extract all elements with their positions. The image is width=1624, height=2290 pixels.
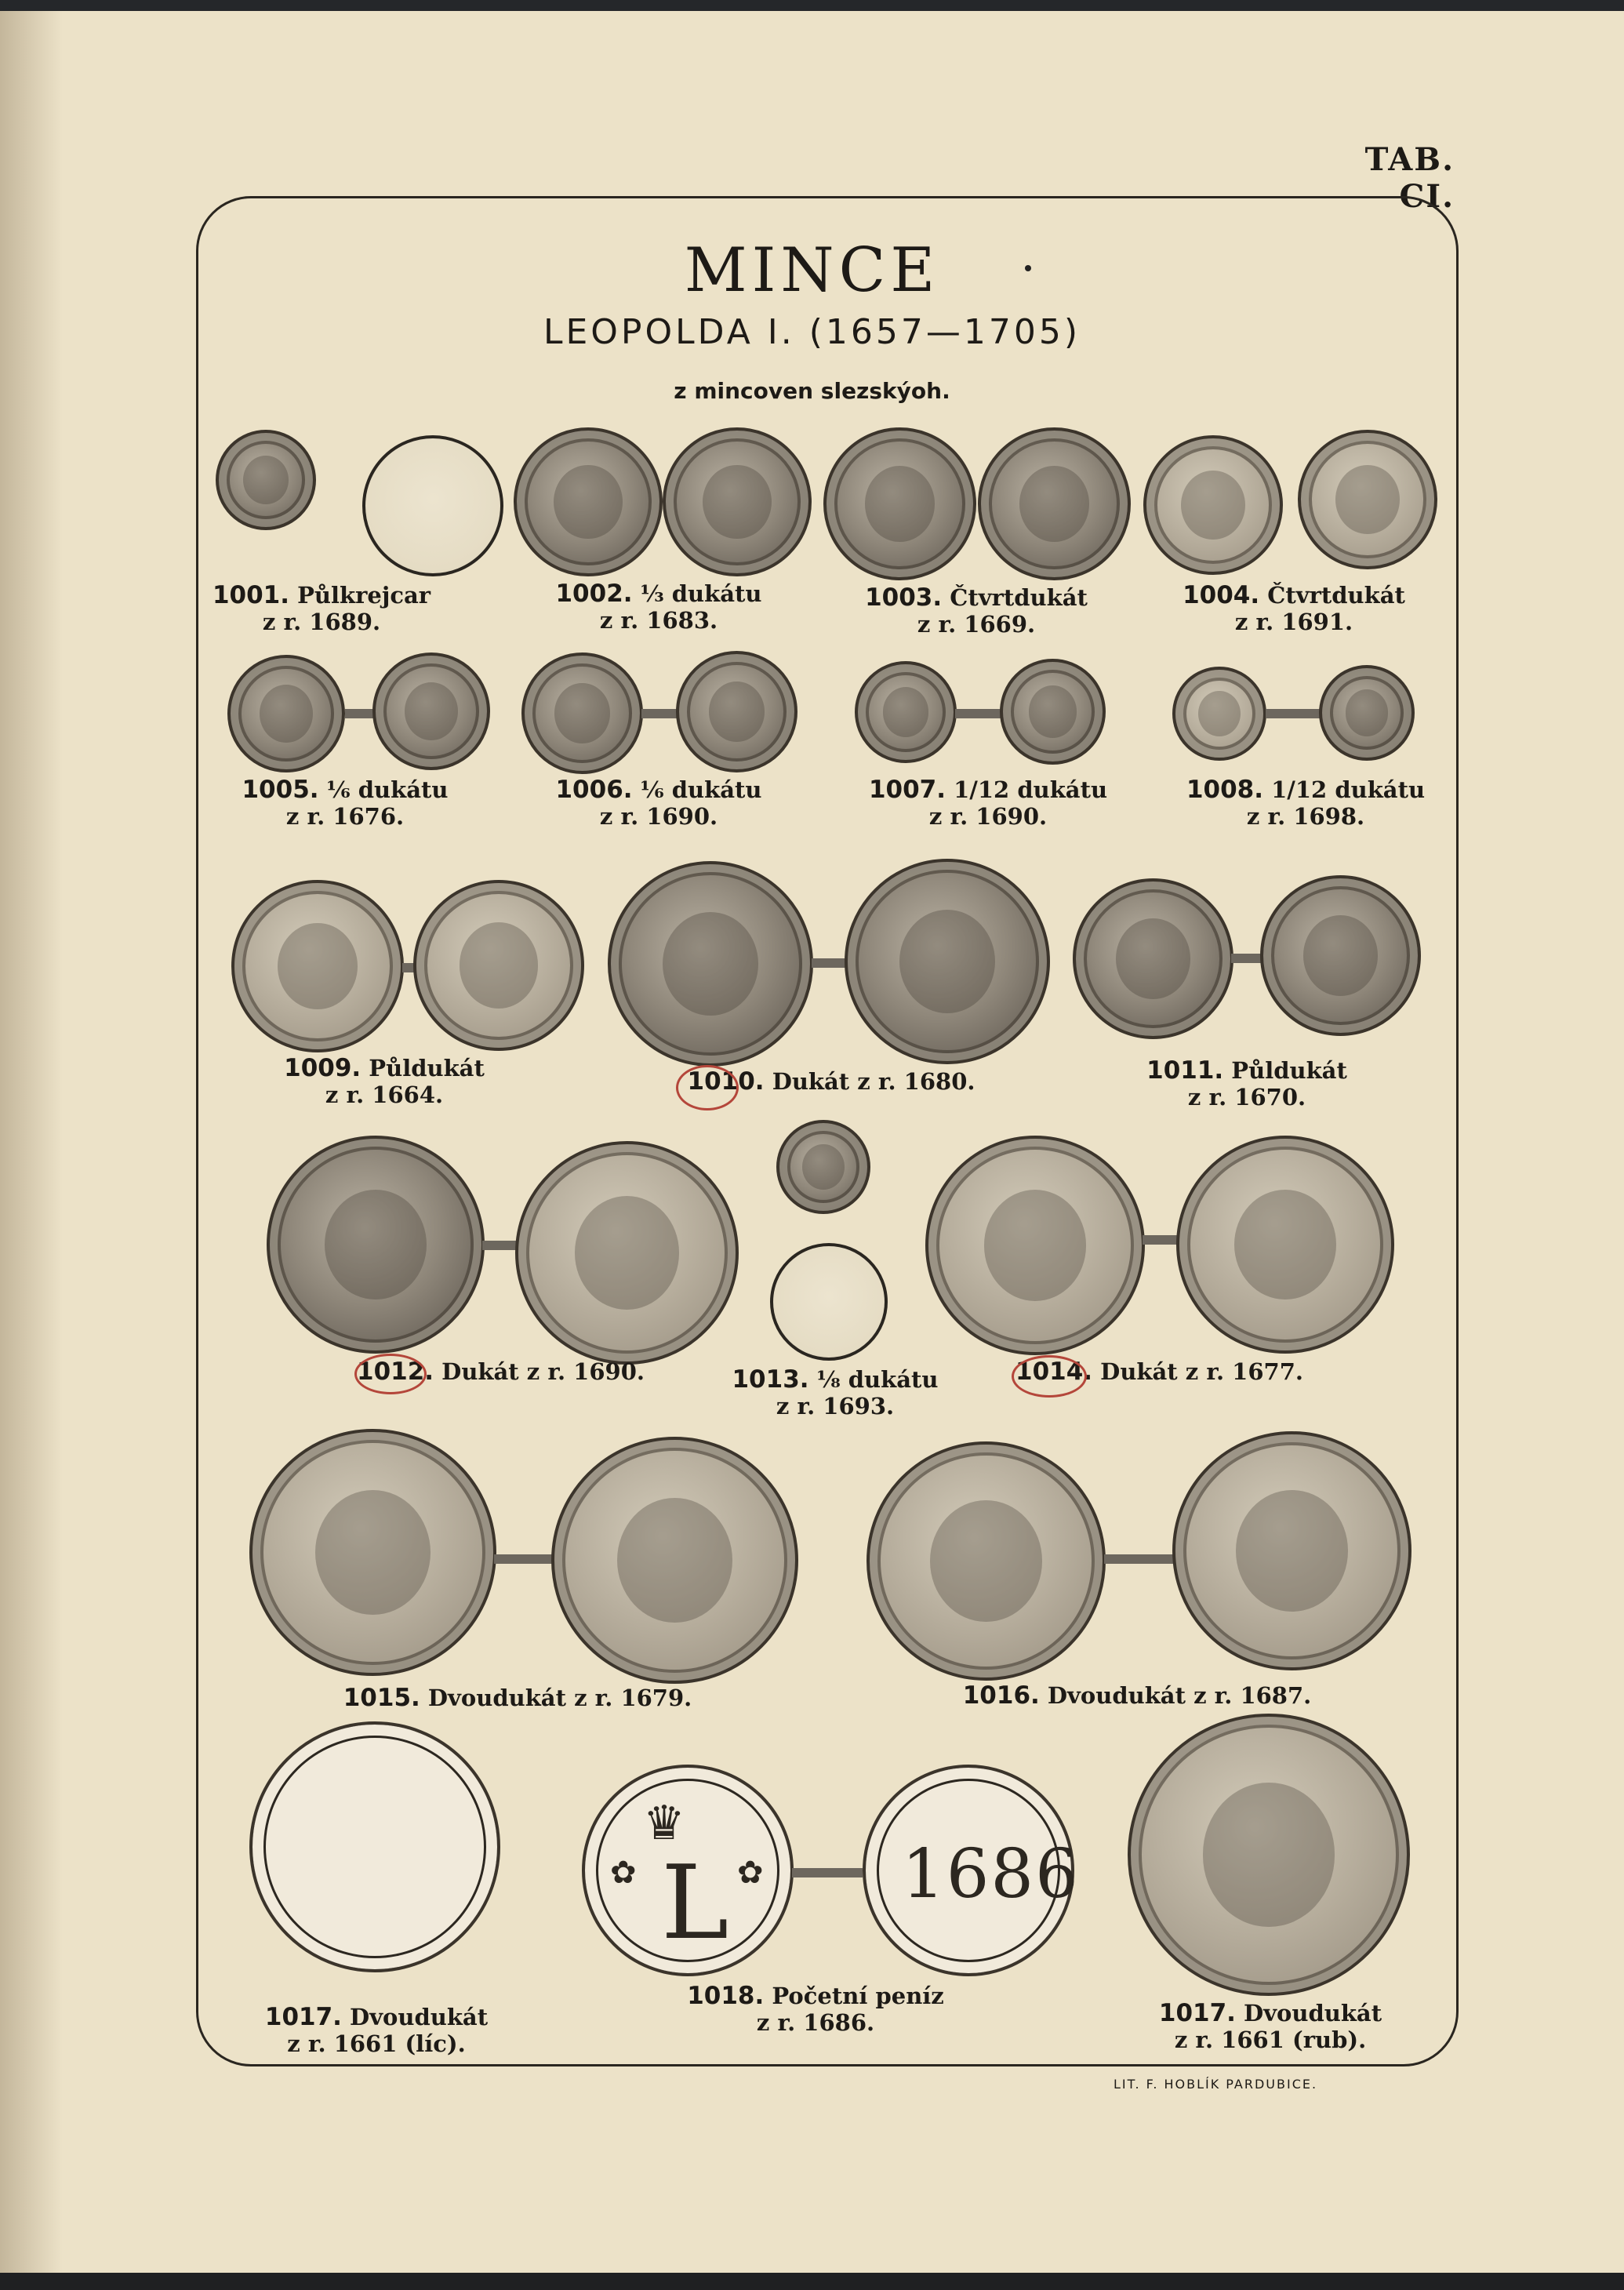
coin-1009-obverse [231,880,404,1052]
caption-1018 [674,1983,957,2036]
caption-1013-num: 1013. [732,1365,809,1394]
caption-1017a-year: z r. 1661 (líc). [287,2030,466,2057]
coin-1012-connector [482,1241,518,1250]
caption-1009-label: Půldukát [369,1055,485,1081]
caption-1017-reverse [1145,2000,1396,2053]
printer-credit: LIT. F. HOBLÍK PARDUBICE. [1114,2077,1318,2092]
caption-1015-label: Dvoudukát z r. 1679. [427,1685,692,1711]
caption-1016 [949,1682,1325,1709]
caption-1002-label: ⅓ dukátu [640,580,762,607]
coin-1008-reverse [1319,665,1415,761]
coin-1010-reverse [845,859,1050,1064]
caption-1007 [859,776,1117,830]
caption-1003-num: 1003. [865,583,943,612]
counter-year-text: 1686 [902,1835,1080,1914]
caption-1017a-label: Dvoudukát [350,2004,489,2030]
caption-1017b-label: Dvoudukát [1244,2000,1382,2026]
caption-1014-num: 1014. [1015,1358,1093,1386]
caption-1008-label: 1/12 dukátu [1271,776,1426,803]
coin-1016-connector [1104,1554,1175,1564]
coin-1006-reverse [676,651,797,772]
caption-1002 [541,580,776,634]
caption-1018-year: z r. 1686. [756,2009,875,2036]
caption-1007-label: 1/12 dukátu [954,776,1108,803]
coin-1007-reverse [1000,659,1106,765]
plate-subtitle: LEOPOLDA I. (1657—1705) [543,312,1081,352]
caption-1017b-year: z r. 1661 (rub). [1174,2026,1367,2053]
coin-1014-connector [1143,1235,1178,1245]
coin-1013-reverse [770,1243,888,1361]
coin-1005-obverse [227,655,345,772]
caption-1001 [204,582,439,635]
caption-1017b-num: 1017. [1158,1999,1236,2027]
coin-1001-reverse [362,435,503,576]
coin-1015-reverse [551,1437,798,1684]
rosette-right-icon: ✿ [737,1855,764,1891]
caption-1018-num: 1018. [687,1982,765,2010]
caption-1011 [1129,1057,1364,1110]
caption-1013-year: z r. 1693. [776,1393,895,1419]
caption-1003-label: Čtvrtdukát [950,584,1088,611]
caption-1014-label: Dukát z r. 1677. [1100,1358,1303,1385]
caption-1017a-num: 1017. [264,2003,342,2031]
coin-1005-reverse [372,652,490,770]
caption-1012-pencil-circle [354,1354,427,1394]
caption-1010-num: 1010. [687,1067,765,1096]
caption-1009-num: 1009. [284,1054,361,1082]
caption-1002-year: z r. 1683. [599,607,718,634]
caption-1018-label: Početní peníz [772,1983,944,2009]
coin-1001-obverse [216,430,316,530]
caption-1004-num: 1004. [1183,581,1260,609]
caption-1004 [1168,582,1419,635]
caption-1004-year: z r. 1691. [1234,609,1353,635]
l-monogram-icon: L [661,1843,729,1962]
caption-1006-label: ⅙ dukátu [640,776,762,803]
caption-1016-label: Dvoudukát z r. 1687. [1047,1682,1312,1709]
caption-1012-label: Dukát z r. 1690. [441,1358,645,1385]
coin-1014-obverse [925,1136,1145,1355]
coin-1006-obverse [521,652,643,774]
rosette-left-icon: ✿ [610,1855,637,1891]
coin-1008-obverse [1172,667,1266,761]
coin-1011-connector [1231,954,1264,963]
coin-1014-reverse [1176,1136,1394,1354]
caption-1007-year: z r. 1690. [928,803,1048,830]
coin-1011-obverse [1073,878,1233,1039]
caption-1011-year: z r. 1670. [1187,1084,1306,1110]
caption-1005-year: z r. 1676. [285,803,405,830]
caption-1008-num: 1008. [1186,776,1263,804]
caption-1001-num: 1001. [212,581,289,609]
coin-1017-obverse [249,1721,500,1972]
coin-1008-connector [1266,709,1321,718]
coin-1018-connector [792,1868,863,1877]
caption-1001-year: z r. 1689. [262,609,381,635]
coin-1007-obverse [855,661,957,763]
caption-1009 [267,1055,502,1108]
coin-1012-obverse [267,1136,485,1354]
caption-1008-year: z r. 1698. [1246,803,1365,830]
mint-line: z mincoven slezskýoh. [674,378,950,404]
plate-title: MINCE [684,235,940,306]
crown-icon: ♛ [643,1796,685,1851]
coin-1006-connector [641,709,681,718]
caption-1005 [227,776,463,830]
caption-1003 [851,584,1102,638]
coin-1015-connector [494,1554,553,1564]
caption-1011-label: Půldukát [1231,1057,1347,1084]
coin-1016-reverse [1172,1431,1411,1670]
coin-1005-connector [345,709,376,718]
coin-1004-reverse [1298,430,1437,569]
coin-1015-obverse [249,1429,496,1676]
caption-1008 [1176,776,1435,830]
coin-1010-obverse [608,861,813,1067]
caption-1015 [329,1685,706,1711]
caption-1014-pencil-circle [1012,1355,1087,1398]
coin-1009-reverse [413,880,584,1051]
coin-1011-reverse [1260,875,1421,1036]
coin-1003-obverse [823,427,976,580]
caption-1001-label: Půlkrejcar [297,582,431,609]
caption-1010-pencil-circle [676,1065,739,1110]
caption-1016-num: 1016. [962,1681,1040,1710]
caption-1006 [541,776,776,830]
plate-label: TAB. CI. [1364,141,1455,215]
caption-1005-label: ⅙ dukátu [326,776,449,803]
caption-1012-num: 1012. [357,1358,434,1386]
caption-1005-num: 1005. [242,776,319,804]
caption-1010-label: Dukát z r. 1680. [772,1068,975,1095]
caption-1013 [721,1366,949,1419]
coin-1010-connector [812,958,847,968]
coin-1017-reverse [1128,1714,1410,1996]
scan-top-edge [0,0,1624,11]
coin-1012-reverse [515,1141,739,1365]
caption-1003-year: z r. 1669. [917,611,1036,638]
caption-1007-num: 1007. [868,776,946,804]
caption-1015-num: 1015. [343,1684,420,1712]
coin-1003-reverse [978,427,1131,580]
coin-1002-reverse [663,427,812,576]
coin-1016-obverse [866,1441,1106,1681]
caption-1011-num: 1011. [1146,1056,1224,1085]
title-dot [1025,265,1031,271]
caption-1006-year: z r. 1690. [599,803,718,830]
coin-1007-connector [955,709,1002,718]
caption-1009-year: z r. 1664. [325,1081,444,1108]
caption-1002-num: 1002. [555,580,633,608]
caption-1006-num: 1006. [555,776,633,804]
scan-bottom-edge [0,2273,1624,2290]
coin-1013-obverse [776,1120,870,1214]
caption-1013-label: ⅛ dukátu [816,1366,939,1393]
caption-1004-label: Čtvrtdukát [1267,582,1405,609]
coin-1004-obverse [1143,435,1283,575]
coin-1002-obverse [514,427,663,576]
caption-1017-obverse [259,2004,494,2057]
